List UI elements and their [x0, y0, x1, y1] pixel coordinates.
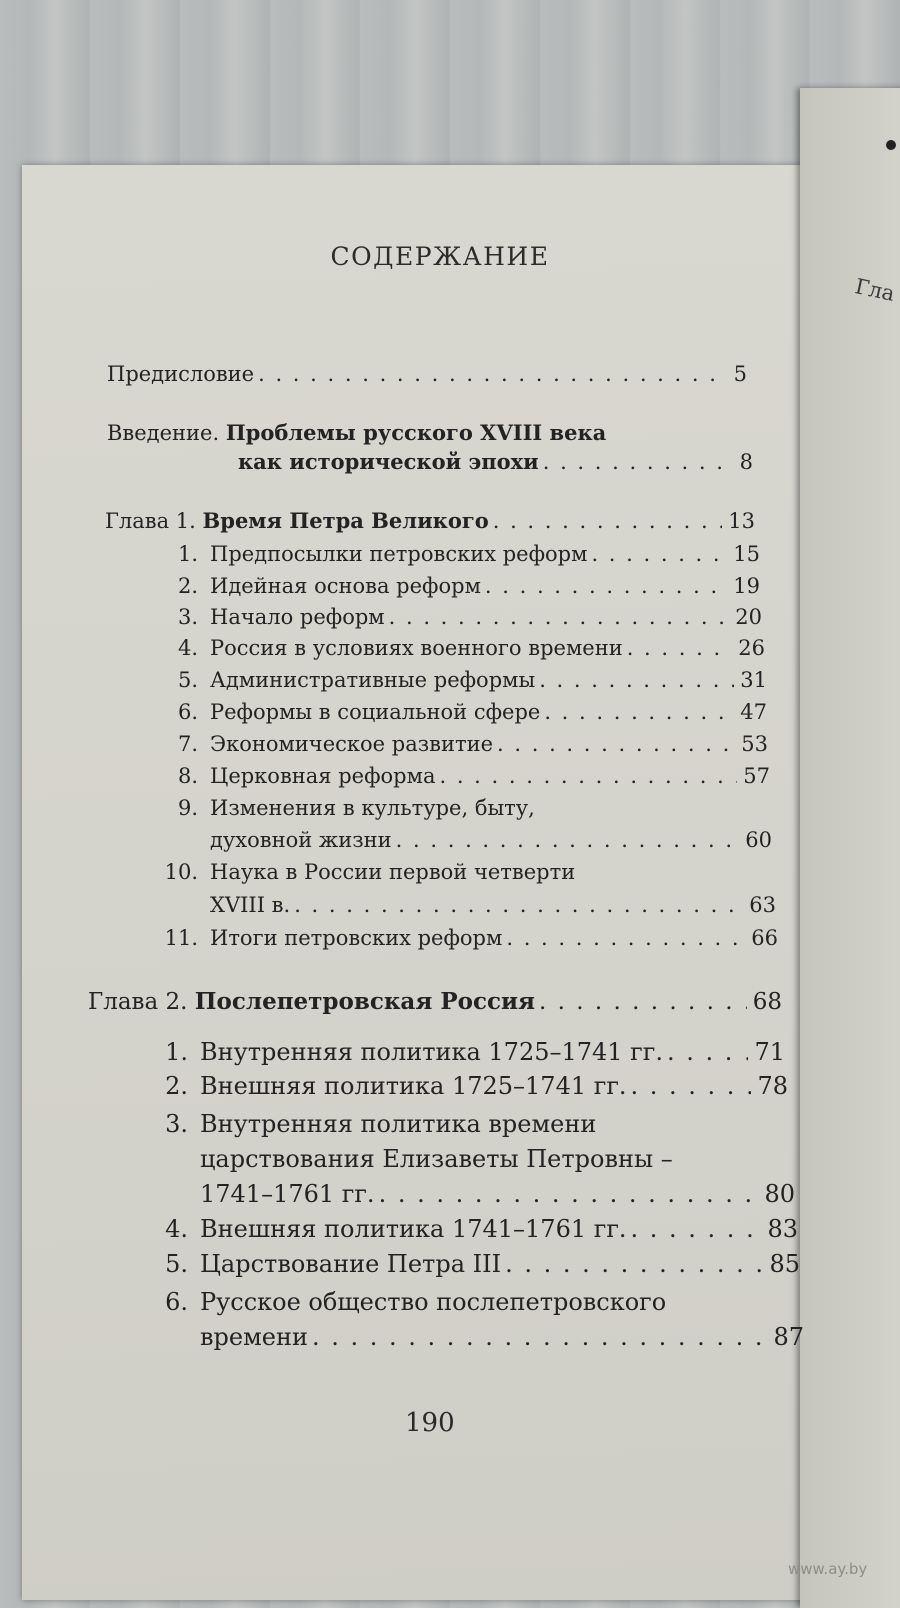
- leader-dots: [493, 509, 723, 533]
- item-page: 57: [743, 764, 770, 788]
- toc-preface: [107, 362, 747, 386]
- toc-item: [140, 574, 760, 598]
- leader-dots: [379, 1180, 759, 1208]
- item-number: 8.: [177, 764, 198, 788]
- item-title: Итоги петровских реформ: [210, 926, 503, 950]
- item-number: 9.: [177, 796, 198, 820]
- toc-chapter1: [105, 508, 755, 533]
- preface-page: 5: [733, 362, 747, 386]
- toc-item: [140, 605, 762, 629]
- chapter2-page: 68: [752, 989, 782, 1015]
- item-page: 71: [754, 1038, 785, 1066]
- item-number: 3.: [165, 1110, 188, 1138]
- chapter2-title: Послепетровская Россия: [194, 988, 536, 1015]
- item-title-line1: Русское общество послепетровского: [200, 1288, 667, 1316]
- item-title: Идейная основа реформ: [210, 574, 481, 598]
- item-page: 85: [769, 1250, 800, 1278]
- item-title: Царствование Петра III: [200, 1250, 502, 1278]
- item-number: 2.: [165, 1072, 188, 1100]
- next-page-edge: [800, 88, 900, 1608]
- toc-heading: СОДЕРЖАНИЕ: [330, 242, 550, 271]
- preface-title: Предисловие: [107, 362, 255, 386]
- toc-item: [140, 700, 767, 724]
- leader-dots: [258, 362, 728, 386]
- page-number: 190: [405, 1408, 455, 1438]
- item-number: 7.: [177, 732, 198, 756]
- page-mark: [886, 140, 896, 150]
- toc-item: [130, 1038, 785, 1066]
- item-page: 31: [740, 668, 767, 692]
- leader-dots: [627, 636, 733, 660]
- leader-dots: [312, 1323, 768, 1351]
- leader-dots: [439, 764, 737, 788]
- item-page: 15: [733, 542, 760, 566]
- toc-item: [200, 1180, 795, 1208]
- item-title: Начало реформ: [210, 605, 385, 629]
- item-title: Церковная реформа: [210, 764, 436, 788]
- item-title-line1: Наука в России первой четверти: [210, 860, 576, 884]
- leader-dots: [631, 1072, 752, 1100]
- intro-title-line2: как исторической эпохи: [238, 449, 539, 474]
- toc-item: [140, 732, 768, 756]
- item-title: Экономическое развитие: [210, 732, 494, 756]
- item-page: 63: [749, 893, 776, 917]
- toc-item-line1: [140, 796, 535, 820]
- item-title-line1: Изменения в культуре, быту,: [210, 796, 535, 820]
- toc-chapter2: [88, 988, 782, 1015]
- item-number: 5.: [177, 668, 198, 692]
- toc-item: [130, 1215, 798, 1243]
- item-title: Внутренняя политика 1725–1741 гг.: [200, 1038, 663, 1066]
- toc-item-line1: [130, 1288, 666, 1316]
- item-page: 66: [751, 926, 778, 950]
- item-page: 83: [767, 1215, 798, 1243]
- leader-dots: [506, 926, 745, 950]
- item-number: 5.: [165, 1250, 188, 1278]
- leader-dots: [631, 1215, 762, 1243]
- leader-dots: [485, 574, 727, 598]
- toc-item-line1: [140, 860, 575, 884]
- intro-label: Введение.: [107, 421, 220, 445]
- item-number: 1.: [165, 1038, 188, 1066]
- leader-dots: [294, 893, 743, 917]
- next-page-text: Гла: [852, 274, 897, 306]
- chapter1-title: Время Петра Великого: [202, 508, 489, 533]
- item-title: Предпосылки петровских реформ: [210, 542, 588, 566]
- watermark: www.ay.by: [788, 1560, 868, 1578]
- item-title: 1741–1761 гг.: [200, 1180, 375, 1208]
- intro-page: 8: [739, 450, 753, 474]
- item-number: 6.: [177, 700, 198, 724]
- leader-dots: [505, 1250, 763, 1278]
- chapter1-label: Глава 1.: [105, 509, 196, 533]
- item-title: времени: [200, 1323, 308, 1351]
- leader-dots: [396, 828, 740, 852]
- leader-dots: [389, 605, 730, 629]
- item-number: 1.: [177, 542, 198, 566]
- item-title: Россия в условиях военного времени: [210, 636, 623, 660]
- toc-item: [200, 1323, 804, 1351]
- item-page: 78: [757, 1072, 788, 1100]
- item-title: Реформы в социальной сфере: [210, 700, 541, 724]
- chapter2-label: Глава 2.: [88, 989, 188, 1015]
- item-page: 60: [745, 828, 772, 852]
- item-page: 87: [773, 1323, 804, 1351]
- item-page: 47: [740, 700, 767, 724]
- toc-item: [140, 636, 765, 660]
- item-number: 4.: [165, 1215, 188, 1243]
- item-title: Внешняя политика 1725–1741 гг.: [200, 1072, 627, 1100]
- leader-dots: [544, 700, 734, 724]
- toc-item: [210, 893, 776, 917]
- leader-dots: [667, 1038, 748, 1066]
- intro-title-line1: Проблемы русского XVIII века: [225, 420, 607, 445]
- leader-dots: [539, 668, 734, 692]
- toc-item: [130, 1072, 788, 1100]
- toc-item: [140, 764, 770, 788]
- item-number: 10.: [164, 860, 198, 884]
- item-title-line2: царствования Елизаветы Петровны –: [200, 1145, 673, 1173]
- toc-item: [130, 1250, 800, 1278]
- item-page: 26: [738, 636, 765, 660]
- item-title: Внешняя политика 1741–1761 гг.: [200, 1215, 627, 1243]
- toc-intro: [238, 449, 753, 474]
- toc-item: [140, 542, 760, 566]
- item-page: 20: [735, 605, 762, 629]
- toc-item: [210, 828, 772, 852]
- item-title: духовной жизни: [210, 828, 392, 852]
- toc-intro-line1: [107, 420, 606, 445]
- item-page: 53: [741, 732, 768, 756]
- item-title: XVIII в.: [210, 893, 291, 917]
- chapter1-page: 13: [728, 509, 755, 533]
- leader-dots: [543, 450, 734, 474]
- item-title: Административные реформы: [210, 668, 536, 692]
- item-number: 4.: [177, 636, 198, 660]
- leader-dots: [497, 732, 735, 756]
- item-number: 2.: [177, 574, 198, 598]
- item-number: 3.: [177, 605, 198, 629]
- leader-dots: [591, 542, 727, 566]
- item-page: 80: [764, 1180, 795, 1208]
- toc-item-line2: [200, 1145, 673, 1173]
- toc-item: [140, 926, 778, 950]
- leader-dots: [539, 989, 747, 1015]
- item-number: 11.: [164, 926, 198, 950]
- item-page: 19: [733, 574, 760, 598]
- toc-item: [140, 668, 767, 692]
- toc-item-line1: [130, 1110, 596, 1138]
- item-number: 6.: [165, 1288, 188, 1316]
- item-title-line1: Внутренняя политика времени: [200, 1110, 597, 1138]
